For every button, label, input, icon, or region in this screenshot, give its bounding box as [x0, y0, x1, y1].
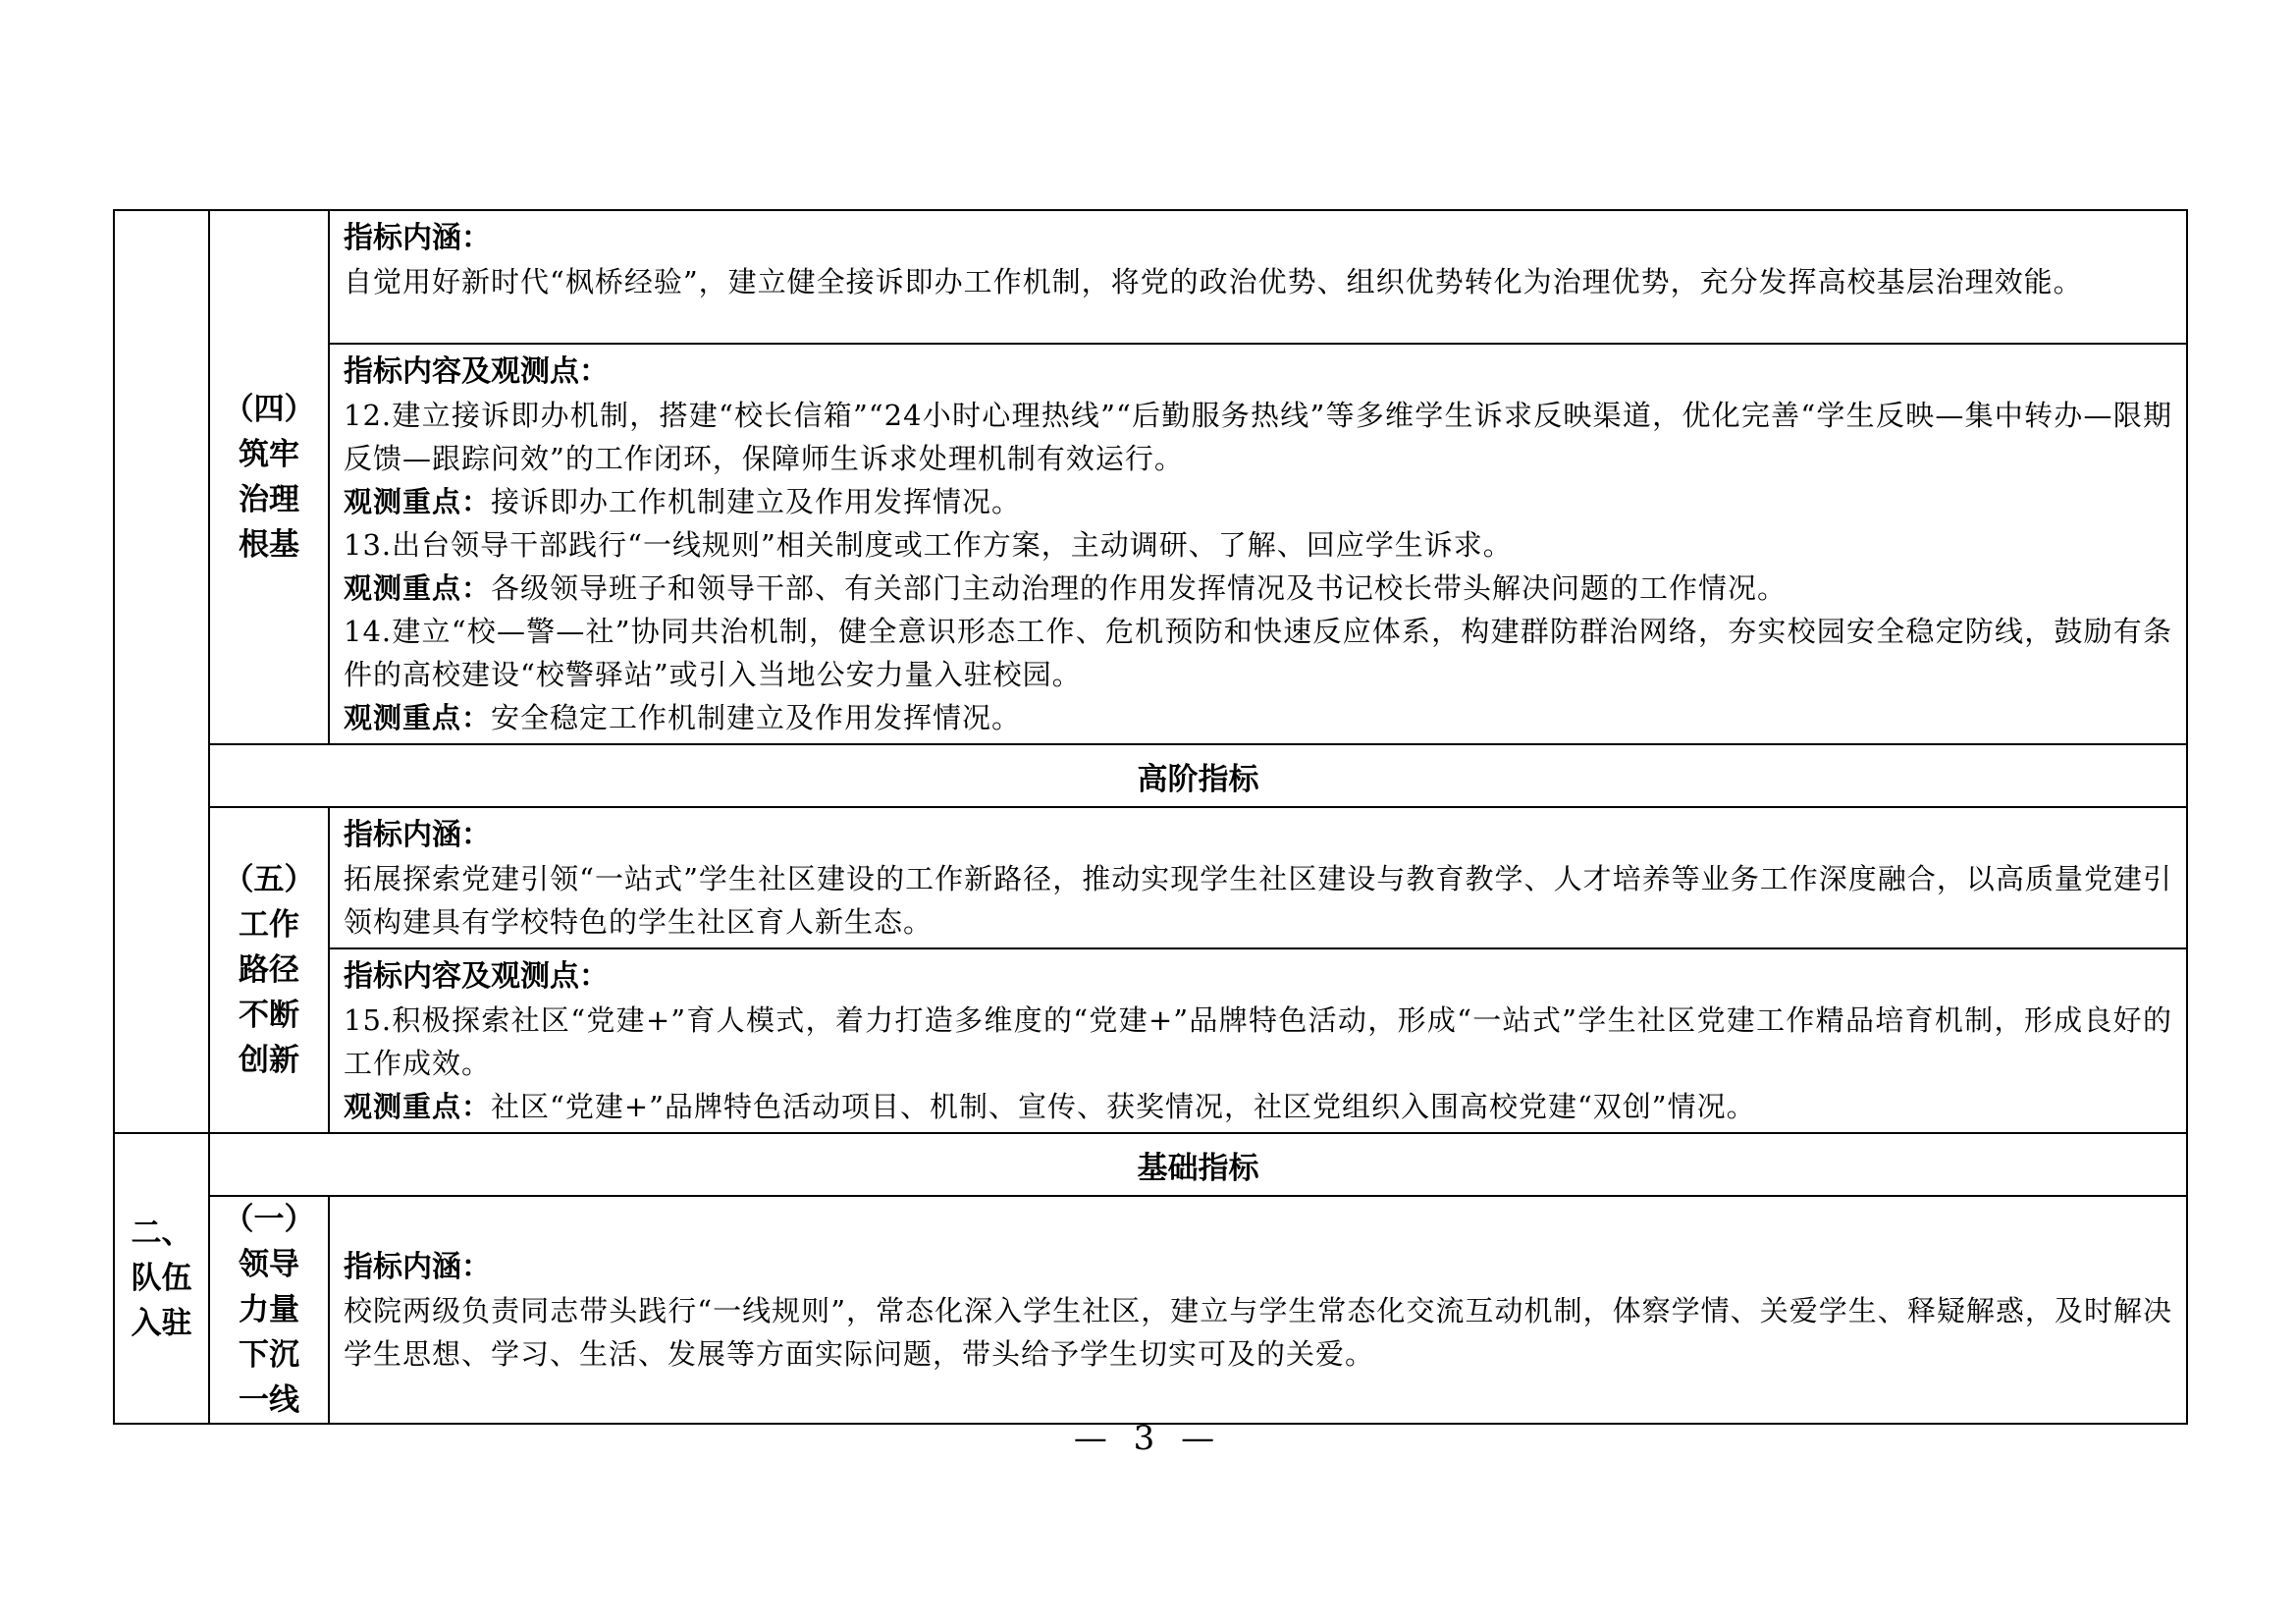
section4-label: （四） 筑牢 治理 根基	[223, 392, 315, 563]
section4-item-14: 14.建立“校—警—社”协同共治机制，健全意识形态工作、危机预防和快速反应体系，构建群防群治网络，夯实校园安全稳定防线，鼓励有条件的高校建设“校警驿站”或引入当地公安力量入驻校园。	[344, 615, 2172, 691]
band-basic-indicators: 基础指标	[209, 1133, 2187, 1196]
section5-connotation-cell	[329, 807, 2187, 948]
section5-content-label: 指标内容及观测点：	[344, 959, 609, 994]
section1-label: （一） 领导 力量 下沉 一线	[223, 1202, 315, 1418]
section4-connotation-cell	[329, 210, 2187, 344]
obs-text: 安全稳定工作机制建立及作用发挥情况。	[491, 701, 1022, 734]
section1-connotation-cell	[329, 1196, 2187, 1424]
part1-continuation-cell	[114, 210, 209, 1133]
obs-label: 观测重点：	[344, 485, 492, 518]
section4-connotation-label: 指标内涵：	[344, 221, 491, 255]
section1-connotation-label: 指标内涵：	[344, 1250, 491, 1284]
page-number: — 3 —	[1073, 1419, 1223, 1458]
obs-text: 接诉即办工作机制建立及作用发挥情况。	[491, 485, 1022, 518]
part2-label: 二、 队伍 入驻	[131, 1216, 192, 1341]
obs-text: 各级领导班子和领导干部、有关部门主动治理的作用发挥情况及书记校长带头解决问题的工作情况。	[491, 571, 1788, 605]
section1-connotation-text: 校院两级负责同志带头践行“一线规则”，常态化深入学生社区，建立与学生常态化交流互动机制，体察学情、关爱学生、释疑解惑，及时解决学生思想、学习、生活、发展等方面实际问题，带头给予学生切实可及的关爱。	[344, 1294, 2172, 1371]
section4-obs-13	[344, 567, 2172, 610]
obs-label: 观测重点：	[344, 1090, 492, 1123]
part2-label-cell	[114, 1133, 209, 1424]
section4-content-label: 指标内容及观测点：	[344, 354, 609, 389]
section5-label-cell	[209, 807, 329, 1133]
section4-obs-14	[344, 696, 2172, 739]
section5-item-15: 15.积极探索社区“党建+”育人模式，着力打造多维度的“党建+”品牌特色活动，形成“一站式”学生社区党建工作精品培育机制，形成良好的工作成效。	[344, 1003, 2172, 1080]
section4-obs-12	[344, 480, 2172, 523]
section1-label-cell	[209, 1196, 329, 1424]
section4-item-12: 12.建立接诉即办机制，搭建“校长信箱”“24小时心理热线”“后勤服务热线”等多维学生诉求反映渠道，优化完善“学生反映—集中转办—限期反馈—跟踪问效”的工作闭环，保障师生诉求处理机制有效运行。	[344, 399, 2172, 475]
section4-content-cell	[329, 344, 2187, 744]
section5-label: （五） 工作 路径 不断 创新	[223, 862, 315, 1078]
obs-label: 观测重点：	[344, 701, 492, 734]
section5-content-cell	[329, 948, 2187, 1133]
obs-label: 观测重点：	[344, 571, 492, 605]
section4-connotation-text: 自觉用好新时代“枫桥经验”，建立健全接诉即办工作机制，将党的政治优势、组织优势转化为治理优势，充分发挥高校基层治理效能。	[344, 265, 2083, 298]
band-advanced-indicators: 高阶指标	[209, 744, 2187, 807]
section5-obs-15	[344, 1085, 2172, 1128]
section5-connotation-text: 拓展探索党建引领“一站式”学生社区建设的工作新路径，推动实现学生社区建设与教育教学、人才培养等业务工作深度融合，以高质量党建引领构建具有学校特色的学生社区育人新生态。	[344, 862, 2172, 939]
section4-label-cell	[209, 210, 329, 744]
obs-text: 社区“党建+”品牌特色活动项目、机制、宣传、获奖情况，社区党组织入围高校党建“双创”情况。	[491, 1090, 1756, 1123]
section4-item-13: 13.出台领导干部践行“一线规则”相关制度或工作方案，主动调研、了解、回应学生诉求。	[344, 528, 1513, 562]
indicator-table	[113, 209, 2188, 1425]
section5-connotation-label: 指标内涵：	[344, 818, 491, 852]
